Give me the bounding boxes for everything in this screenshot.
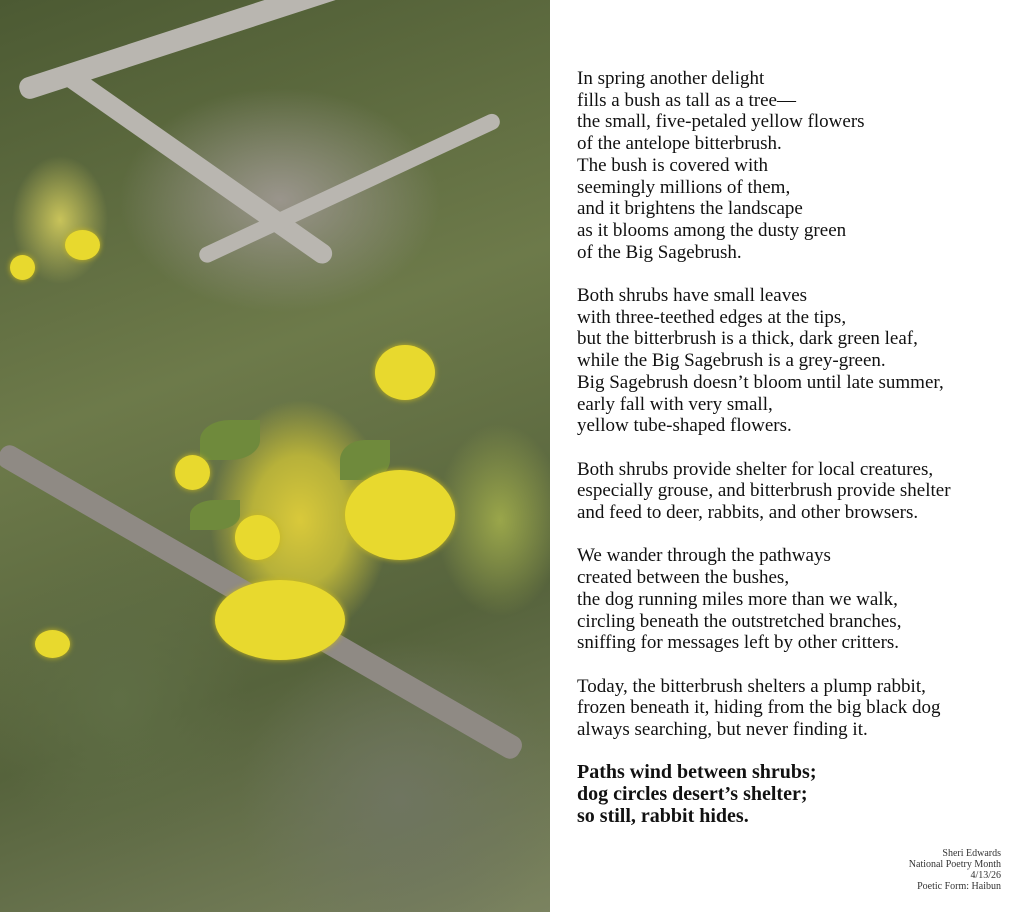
poem-line: sniffing for messages left by other critters. — [577, 632, 900, 654]
poem-line: but the bitterbrush is a thick, dark green leaf, — [577, 328, 918, 350]
flower — [10, 255, 35, 280]
poem-line: circling beneath the outstretched branches, — [577, 610, 902, 632]
poem-line: the small, five-petaled yellow flowers — [577, 111, 865, 133]
leaf — [200, 420, 260, 460]
haiku-line: Paths wind between shrubs; — [577, 761, 817, 784]
leaf — [190, 500, 240, 530]
poem-line: while the Big Sagebrush is a grey-green. — [577, 350, 886, 372]
poem-line: created between the bushes, — [577, 567, 790, 589]
poem-line: and it brightens the landscape — [577, 198, 803, 220]
poetic-form: Poetic Form: Haibun — [917, 881, 1001, 892]
poem-line: with three-teethed edges at the tips, — [577, 306, 847, 328]
poem-line: Both shrubs have small leaves — [577, 285, 808, 307]
stanza — [577, 459, 1017, 524]
credits — [909, 848, 1001, 892]
poem-line: seemingly millions of them, — [577, 176, 791, 198]
poem-line: of the Big Sagebrush. — [577, 241, 742, 263]
flower — [215, 580, 345, 660]
poem-line: The bush is covered with — [577, 154, 769, 176]
poem-line: fills a bush as tall as a tree— — [577, 89, 796, 111]
poem-line: always searching, but never finding it. — [577, 719, 868, 741]
author: Sheri Edwards — [942, 848, 1001, 859]
poem-line: Big Sagebrush doesn’t bloom until late summer, — [577, 371, 944, 393]
poem-line: as it blooms among the dusty green — [577, 219, 847, 241]
poem — [577, 68, 1017, 849]
poem-line: early fall with very small, — [577, 393, 773, 415]
stanza — [577, 285, 1017, 437]
stanza — [577, 545, 1017, 654]
flower — [35, 630, 70, 658]
flower — [345, 470, 455, 560]
poem-line: and feed to deer, rabbits, and other browsers. — [577, 502, 919, 524]
poem-line: In spring another delight — [577, 68, 765, 89]
flower — [375, 345, 435, 400]
haiku-line: dog circles desert’s shelter; — [577, 783, 808, 806]
poem-line: Today, the bitterbrush shelters a plump rabbit, — [577, 675, 926, 697]
stanza — [577, 676, 1017, 741]
date: 4/13/26 — [970, 870, 1001, 881]
flower — [65, 230, 100, 260]
poem-line: the dog running miles more than we walk, — [577, 588, 898, 610]
poem-line: We wander through the pathways — [577, 545, 831, 567]
poem-line: Both shrubs provide shelter for local creatures, — [577, 458, 934, 480]
poem-line: frozen beneath it, hiding from the big black dog — [577, 697, 941, 719]
haiku — [577, 762, 1017, 827]
flower — [235, 515, 280, 560]
stanza — [577, 68, 1017, 263]
flower — [175, 455, 210, 490]
poem-line: especially grouse, and bitterbrush provide shelter — [577, 480, 951, 502]
poem-line: yellow tube-shaped flowers. — [577, 415, 792, 437]
occasion: National Poetry Month — [908, 859, 1001, 870]
haiku-line: so still, rabbit hides. — [577, 804, 749, 827]
poem-line: of the antelope bitterbrush. — [577, 133, 782, 155]
